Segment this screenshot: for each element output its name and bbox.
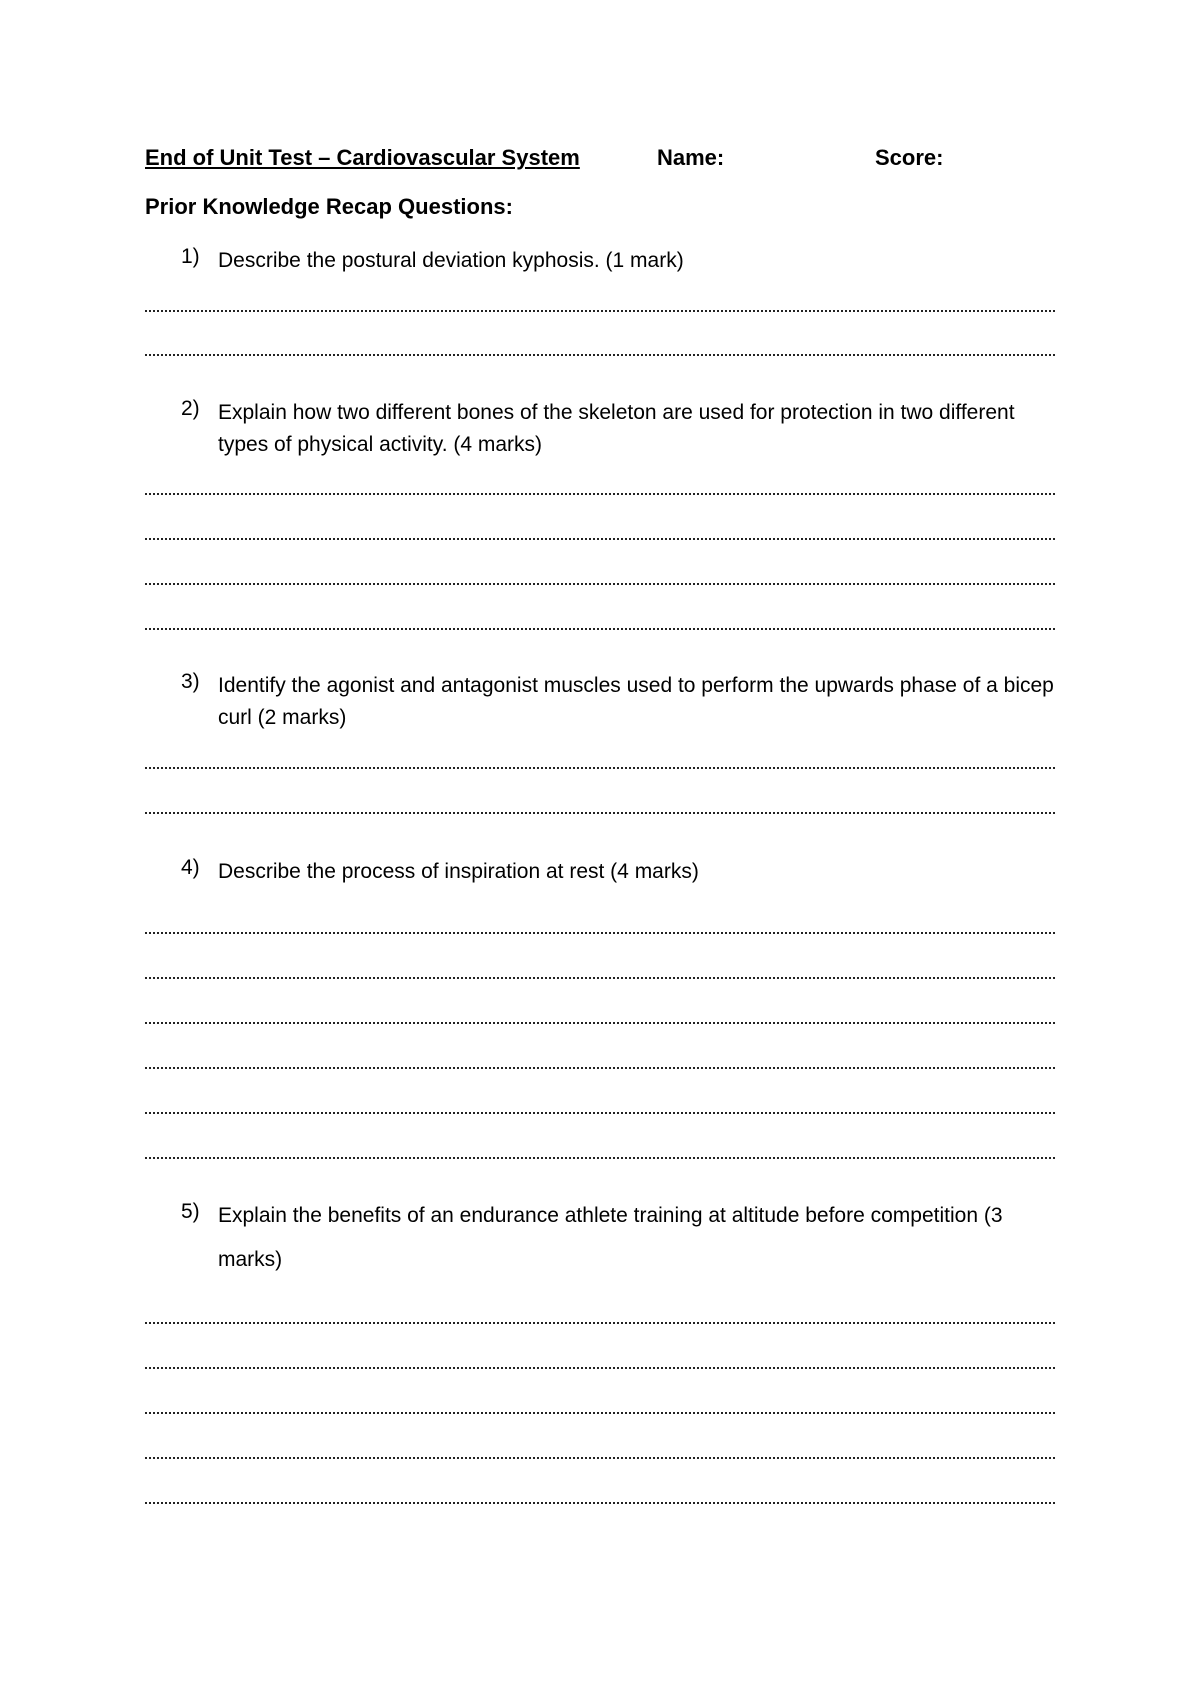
answer-line[interactable] [145, 1502, 1055, 1504]
test-title: End of Unit Test – Cardiovascular System [145, 145, 580, 170]
answer-line[interactable] [145, 628, 1055, 630]
answer-line[interactable] [145, 1367, 1055, 1369]
answer-line[interactable] [145, 767, 1055, 769]
question-number: 5) [181, 1200, 200, 1223]
question-number: 2) [181, 397, 200, 420]
score-label: Score: [875, 145, 944, 170]
answer-line[interactable] [145, 812, 1055, 814]
question-number: 4) [181, 856, 200, 879]
answer-line[interactable] [145, 1322, 1055, 1324]
name-label: Name: [657, 145, 725, 170]
answer-line[interactable] [145, 583, 1055, 585]
answer-line[interactable] [145, 493, 1055, 495]
question-text: Explain the benefits of an endurance athlete training at altitude before competition (3 marks) [218, 1204, 1003, 1271]
question-text: Describe the process of inspiration at rest (4 marks) [218, 860, 699, 883]
answer-line[interactable] [145, 1157, 1055, 1159]
answer-line[interactable] [145, 1457, 1055, 1459]
question-number: 3) [181, 670, 200, 693]
question-text: Explain how two different bones of the skeleton are used for protection in two different types of physical activity. (4 marks) [218, 401, 1015, 456]
section-heading: Prior Knowledge Recap Questions: [145, 194, 513, 219]
answer-line[interactable] [145, 310, 1055, 312]
answer-line[interactable] [145, 1112, 1055, 1114]
answer-line[interactable] [145, 354, 1055, 356]
question-text: Identify the agonist and antagonist muscles used to perform the upwards phase of a bicep curl (2 marks) [218, 674, 1054, 729]
question-number: 1) [181, 245, 200, 268]
answer-line[interactable] [145, 1022, 1055, 1024]
answer-line[interactable] [145, 1067, 1055, 1069]
answer-line[interactable] [145, 538, 1055, 540]
header [145, 145, 1055, 175]
answer-line[interactable] [145, 977, 1055, 979]
question-text: Describe the postural deviation kyphosis. (1 mark) [218, 249, 684, 272]
answer-line[interactable] [145, 932, 1055, 934]
answer-line[interactable] [145, 1412, 1055, 1414]
